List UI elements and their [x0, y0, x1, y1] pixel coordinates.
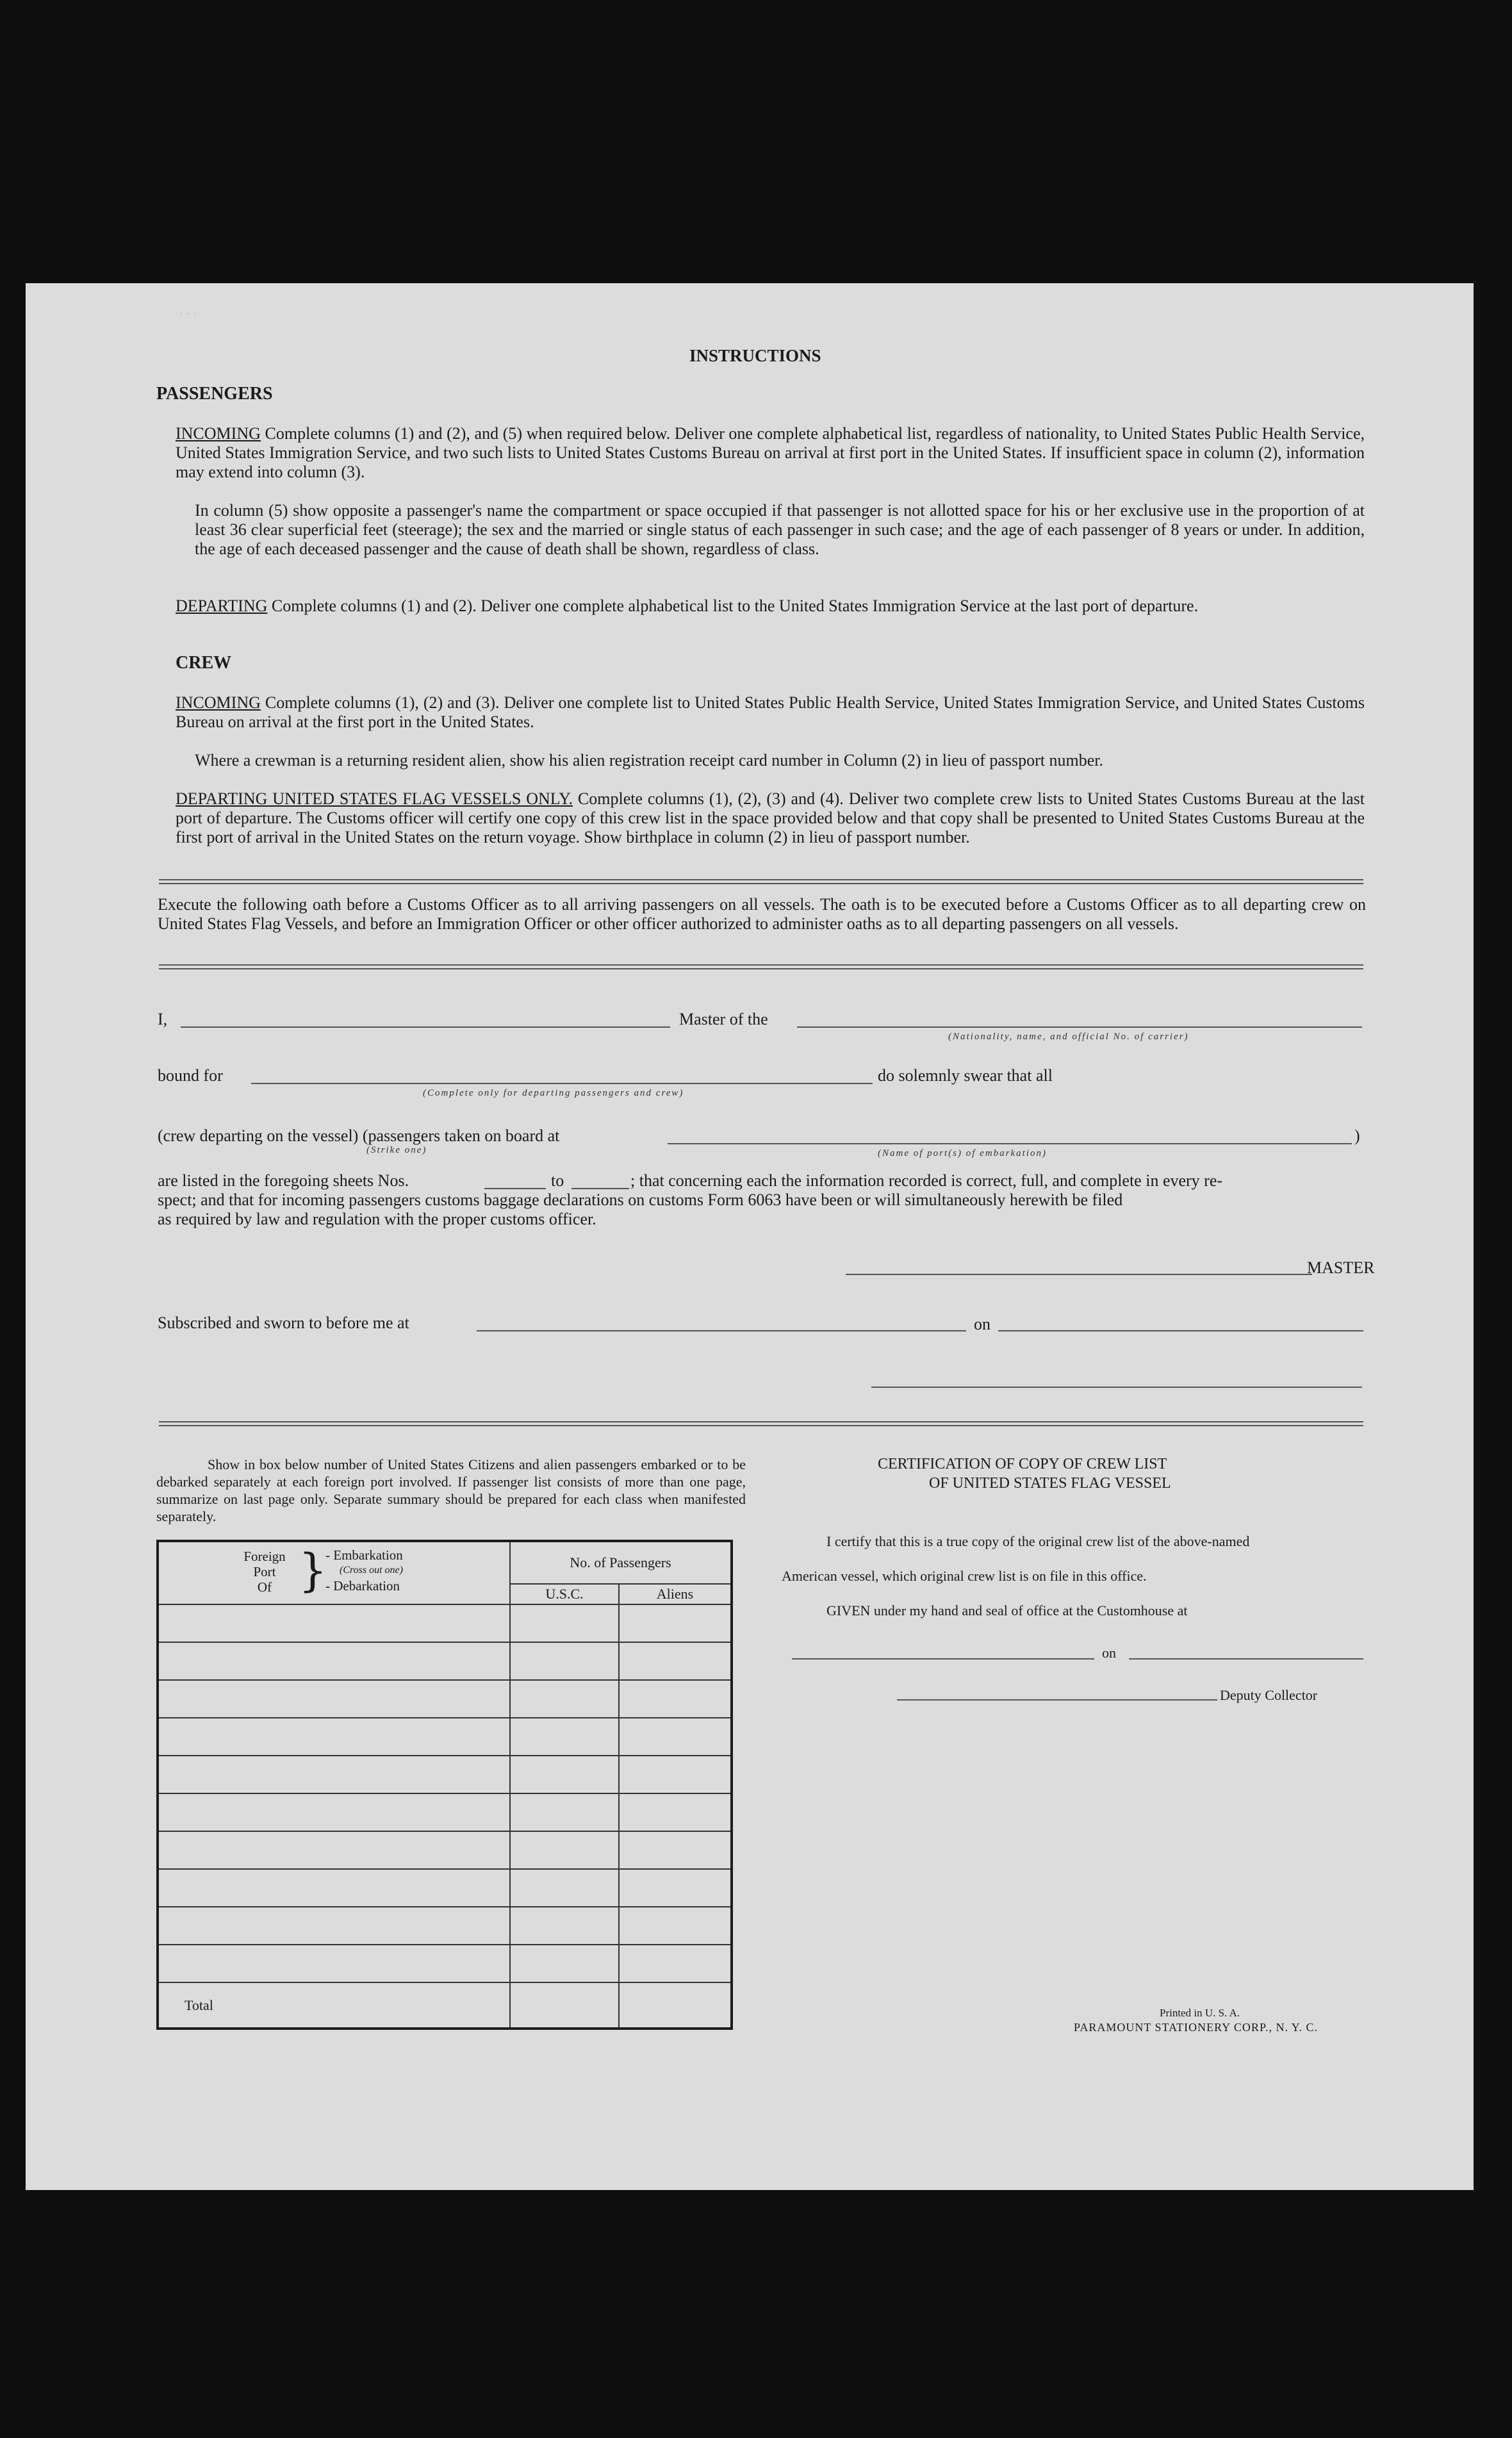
table-row	[158, 1680, 732, 1718]
table-header-row	[158, 1541, 732, 1584]
solemnly-swear-label: do solemnly swear that all	[878, 1066, 1053, 1085]
crew-resident-instruction: Where a crewman is a returning resident alien, show his alien registration receipt card number in Column (2) in lieu of passport number.	[195, 751, 1104, 770]
printer-line-2: PARAMOUNT STATIONERY CORP., N. Y. C.	[1074, 2021, 1318, 2034]
port-cell[interactable]	[158, 1604, 510, 1642]
usc-cell[interactable]	[510, 1604, 619, 1642]
ports-caption: (Name of port(s) of embarkation)	[878, 1148, 1047, 1158]
crew-flag-text: Complete columns (1), (2), (3) and (4). Deliver two complete crew lists to United States Customs Bureau at the last port of departure. The Customs officer will certify one copy of this crew list in the space provided below and that copy shall be presented to United States Customs Bureau at the first port of arrival in the United States on the return voyage. Show birthplace in column (2) in lieu of passport number.	[176, 789, 1365, 846]
port-cell[interactable]	[158, 1831, 510, 1869]
brace-icon: }	[299, 1544, 327, 1597]
bleed-through-mark: · · ·	[179, 308, 197, 320]
aliens-cell[interactable]	[619, 1793, 732, 1831]
aliens-cell[interactable]	[619, 1680, 732, 1718]
bound-for-caption: (Complete only for departing passengers and crew)	[423, 1088, 684, 1098]
subscribed-place-line[interactable]	[477, 1330, 966, 1331]
table-row	[158, 1793, 732, 1831]
master-signature-line[interactable]	[846, 1274, 1312, 1275]
sheet-to-line[interactable]	[571, 1188, 629, 1189]
sheet-from-line[interactable]	[484, 1188, 546, 1189]
certification-title-2: OF UNITED STATES FLAG VESSEL	[929, 1475, 1171, 1492]
certification-text-1: I certify that this is a true copy of the original crew list of the above-named	[826, 1533, 1250, 1549]
sheets-text-b: ; that concerning each the information recorded is correct, full, and complete in every re-	[630, 1171, 1223, 1190]
subscribed-label: Subscribed and sworn to before me at	[158, 1314, 409, 1332]
table-row	[158, 1945, 732, 1982]
master-of-the-label: Master of the	[679, 1010, 768, 1028]
bound-for-line[interactable]	[251, 1083, 873, 1084]
deputy-collector-label: Deputy Collector	[1220, 1687, 1318, 1703]
table-row	[158, 1831, 732, 1869]
passengers-incoming-instruction	[176, 424, 1365, 482]
crew-incoming-instruction	[176, 693, 1365, 732]
table-row	[158, 1756, 732, 1793]
certification-date-line[interactable]	[1129, 1658, 1363, 1660]
usc-cell[interactable]	[510, 1793, 619, 1831]
port-cell[interactable]	[158, 1793, 510, 1831]
section-divider	[159, 1421, 1363, 1426]
deputy-signature-line[interactable]	[897, 1699, 1217, 1701]
passengers-incoming-text: Complete columns (1) and (2), and (5) when required below. Deliver one complete alphabetical list, regardless of nationality, to United States Public Health Service, United States Immigration Service, and two such lists to United States Customs Bureau on arrival at first port in the United States. If insufficient space in column (2), information may extend into column (3).	[176, 424, 1365, 481]
table-row	[158, 1907, 732, 1945]
sheets-text-c: spect; and that for incoming passengers customs baggage declarations on customs Form 6063 have been or will simultaneously herewith be filed	[158, 1190, 1123, 1209]
aliens-total-cell[interactable]	[619, 1982, 732, 2029]
aliens-cell[interactable]	[619, 1604, 732, 1642]
passengers-heading: PASSENGERS	[156, 384, 273, 404]
cross-out-caption: (Cross out one)	[340, 1565, 403, 1576]
sheets-to-label: to	[551, 1171, 564, 1190]
usc-cell[interactable]	[510, 1831, 619, 1869]
crew-flag-instruction	[176, 789, 1365, 847]
table-row	[158, 1604, 732, 1642]
aliens-cell[interactable]	[619, 1831, 732, 1869]
crew-incoming-text: Complete columns (1), (2) and (3). Deliver one complete list to United States Public Health Service, United States Immigration Service, and United States Customs Bureau on arrival at the first port in the United States.	[176, 693, 1365, 731]
table-row	[158, 1869, 732, 1907]
port-label: Port	[253, 1564, 276, 1579]
usc-total-cell[interactable]	[510, 1982, 619, 2029]
passengers-departing-label: DEPARTING	[176, 597, 268, 615]
port-cell[interactable]	[158, 1642, 510, 1680]
passengers-incoming-label: INCOMING	[176, 424, 261, 443]
crew-passengers-choice: (crew departing on the vessel) (passengers taken on board at	[158, 1126, 560, 1145]
bound-for-label: bound for	[158, 1066, 223, 1085]
aliens-cell[interactable]	[619, 1642, 732, 1680]
foreign-label: Foreign	[243, 1549, 286, 1564]
port-cell[interactable]	[158, 1680, 510, 1718]
aliens-cell[interactable]	[619, 1945, 732, 1982]
usc-header: U.S.C.	[510, 1584, 619, 1604]
section-divider	[159, 964, 1363, 969]
usc-cell[interactable]	[510, 1907, 619, 1945]
master-name-line[interactable]	[181, 1026, 670, 1028]
table-row	[158, 1718, 732, 1756]
port-cell[interactable]	[158, 1907, 510, 1945]
certification-on-label: on	[1102, 1645, 1116, 1661]
usc-cell[interactable]	[510, 1869, 619, 1907]
oath-i-label: I,	[158, 1010, 168, 1028]
port-cell[interactable]	[158, 1869, 510, 1907]
aliens-cell[interactable]	[619, 1756, 732, 1793]
aliens-cell[interactable]	[619, 1718, 732, 1756]
crew-incoming-label: INCOMING	[176, 693, 261, 712]
total-label: Total	[158, 1982, 510, 2029]
total-row	[158, 1982, 732, 2029]
sheets-text-a: are listed in the foregoing sheets Nos.	[158, 1171, 409, 1190]
certification-title-1: CERTIFICATION OF COPY OF CREW LIST	[878, 1456, 1167, 1472]
debarkation-label: - Debarkation	[325, 1578, 400, 1594]
passenger-summary-table	[156, 1540, 733, 2030]
sheets-text-d: as required by law and regulation with the proper customs officer.	[158, 1210, 596, 1228]
port-cell[interactable]	[158, 1945, 510, 1982]
passengers-column5-instruction: In column (5) show opposite a passenger's name the compartment or space occupied if that passenger is not allotted space for his or her exclusive use in the proportion of at least 36 clear superficial feet (steerage); the sex and the married or single status of each passenger in such case; and the age of each passenger of 8 years or under. In addition, the age of each deceased passenger and the cause of death shall be shown, regardless of class.	[195, 501, 1365, 558]
usc-cell[interactable]	[510, 1680, 619, 1718]
crew-flag-label: DEPARTING UNITED STATES FLAG VESSELS ONLY.	[176, 789, 573, 808]
carrier-line[interactable]	[797, 1026, 1362, 1028]
usc-cell[interactable]	[510, 1718, 619, 1756]
close-paren: )	[1354, 1126, 1360, 1145]
summary-note: Show in box below number of United States Citizens and alien passengers embarked or to be debarked separately at each foreign port involved. If passenger list consists of more than one page, summarize on last page only. Separate summary should be prepared for each class when manifested separately.	[156, 1456, 746, 1524]
master-label: MASTER	[1307, 1258, 1375, 1277]
customhouse-line[interactable]	[792, 1658, 1094, 1660]
certification-given: GIVEN under my hand and seal of office at the Customhouse at	[826, 1602, 1188, 1618]
section-divider	[159, 879, 1363, 884]
subscribed-date-line[interactable]	[998, 1330, 1363, 1331]
usc-cell[interactable]	[510, 1756, 619, 1793]
port-cell[interactable]	[158, 1718, 510, 1756]
aliens-cell[interactable]	[619, 1907, 732, 1945]
port-cell[interactable]	[158, 1756, 510, 1793]
certification-text-2: American vessel, which original crew list is on file in this office.	[782, 1568, 1147, 1584]
table-row	[158, 1642, 732, 1680]
passengers-departing-text: Complete columns (1) and (2). Deliver one complete alphabetical list to the United States Immigration Service at the last port of departure.	[271, 597, 1199, 615]
no-passengers-header: No. of Passengers	[510, 1541, 732, 1584]
of-label: Of	[257, 1579, 272, 1595]
oath-intro: Execute the following oath before a Customs Officer as to all arriving passengers on all vessels. The oath is to be executed before a Customs Officer as to all departing crew on United States Flag Vessels, and before an Immigration Officer or other officer authorized to administer oaths as to all departing passengers on all vessels.	[158, 895, 1366, 933]
subscribed-on-label: on	[974, 1315, 990, 1333]
port-header-cell	[158, 1541, 510, 1604]
embarkation-port-line[interactable]	[668, 1143, 1352, 1144]
officer-signature-line[interactable]	[871, 1387, 1362, 1388]
strike-one-caption: (Strike one)	[366, 1145, 427, 1155]
crew-heading: CREW	[176, 653, 232, 673]
printer-line-1: Printed in U. S. A.	[1160, 2007, 1240, 2019]
carrier-caption: (Nationality, name, and official No. of carrier)	[948, 1032, 1189, 1042]
aliens-header: Aliens	[619, 1584, 732, 1604]
aliens-cell[interactable]	[619, 1869, 732, 1907]
embarkation-label: - Embarkation	[325, 1547, 403, 1563]
passengers-departing-instruction	[176, 597, 1365, 616]
usc-cell[interactable]	[510, 1945, 619, 1982]
usc-cell[interactable]	[510, 1642, 619, 1680]
page-title: INSTRUCTIONS	[689, 346, 821, 365]
